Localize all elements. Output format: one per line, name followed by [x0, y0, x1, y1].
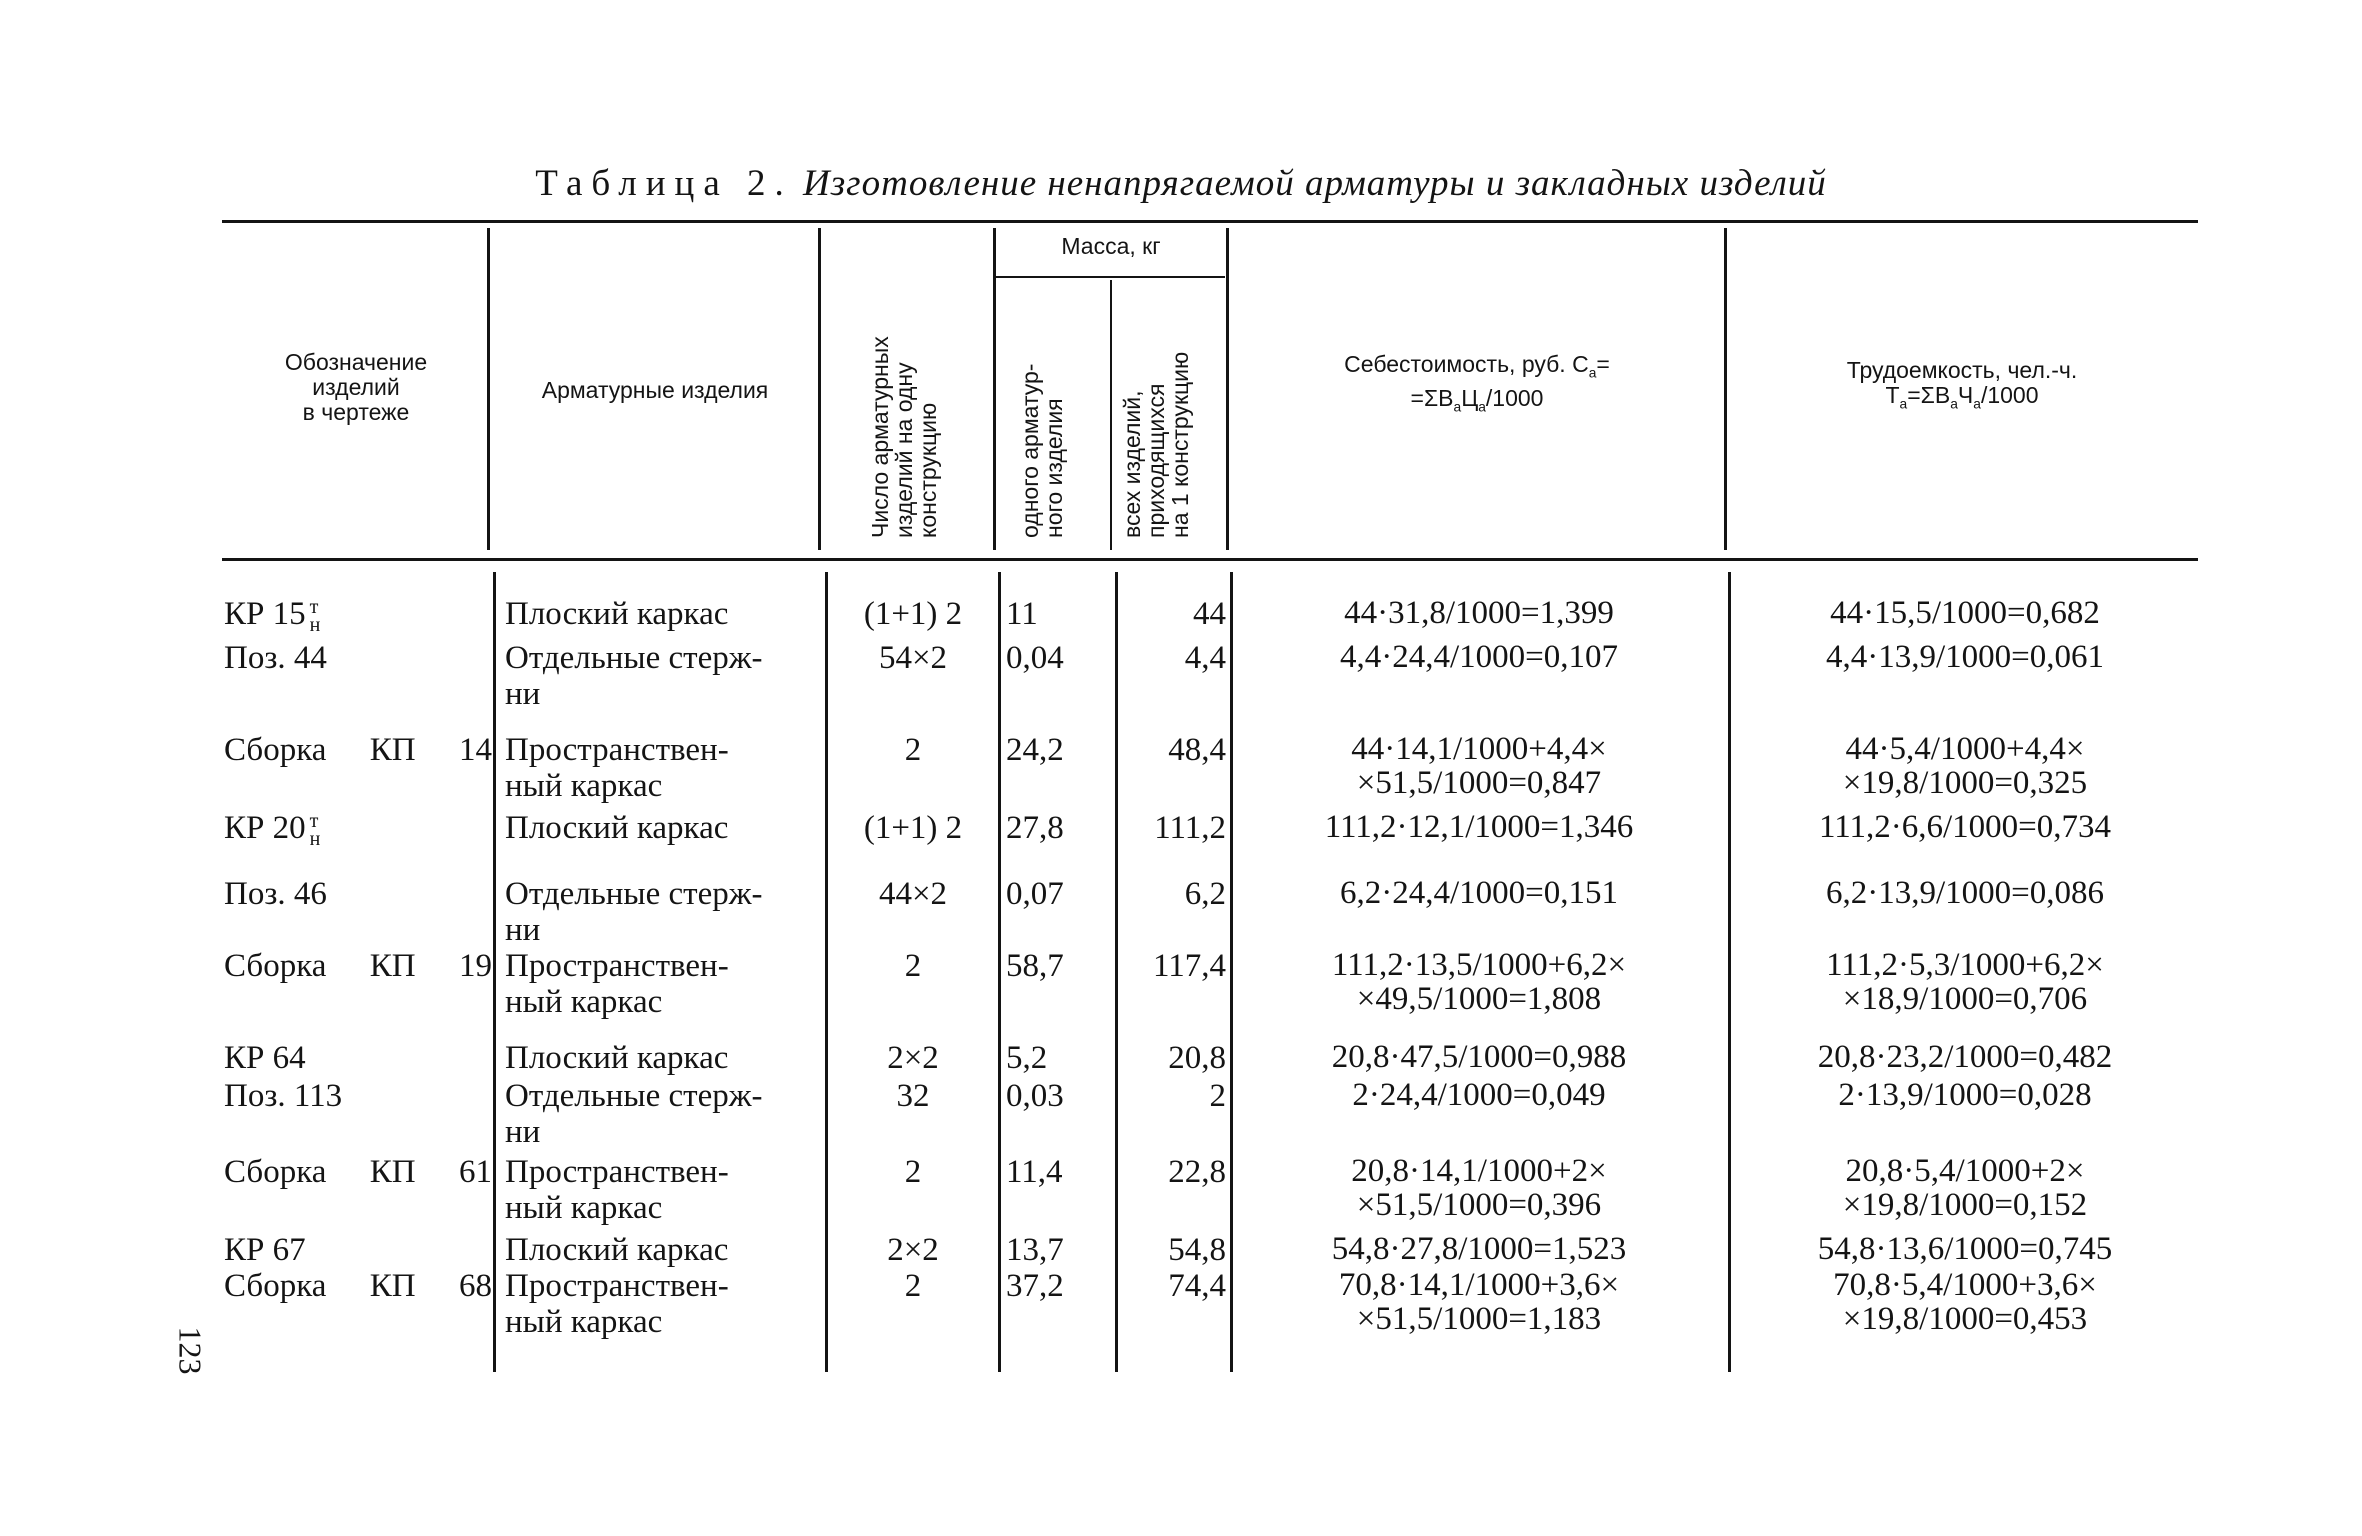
row-m1: 0,07: [1006, 876, 1064, 912]
row-designation-part: КП: [369, 1154, 416, 1190]
row-item-line: Отдельные стерж-: [505, 1078, 763, 1114]
row-cost-line: ×51,5/1000=0,396: [1356, 1187, 1602, 1223]
header-designation: [228, 350, 484, 425]
row-cost-line: 54,8·27,8/1000=1,523: [1331, 1231, 1627, 1267]
row-designation-text: КР 64: [224, 1040, 306, 1076]
row-cost: [1236, 1040, 1722, 1074]
row-designation-part: 68: [458, 1268, 492, 1304]
row-item: [505, 1232, 820, 1268]
row-cost: [1236, 810, 1722, 844]
row-item-line: Плоский каркас: [505, 1232, 729, 1268]
labor-text: /1000: [1980, 382, 2039, 408]
row-item-line: Отдельные стерж-: [505, 876, 763, 912]
row-item-line: Плоский каркас: [505, 810, 729, 846]
row-cost: [1236, 596, 1722, 630]
labor-text: Т: [1885, 382, 1900, 408]
row-count: (1+1) 2: [863, 596, 963, 632]
row-m1: 27,8: [1006, 810, 1064, 846]
row-m1: 5,2: [1006, 1040, 1048, 1076]
row-designation: [224, 948, 492, 984]
row-designation-part: КП: [369, 1268, 416, 1304]
row-m1: 11: [1006, 596, 1038, 632]
row-cost-line: 44·31,8/1000=1,399: [1344, 595, 1614, 631]
row-designation: [224, 596, 492, 637]
row-labor: [1734, 1232, 2196, 1266]
row-labor-line: 20,8·5,4/1000+2×: [1845, 1153, 2085, 1189]
row-item: [505, 948, 820, 1020]
body-vline-4: [1115, 572, 1118, 1372]
row-designation: [224, 1078, 492, 1114]
row-cost-line: 4,4·24,4/1000=0,107: [1339, 639, 1619, 675]
row-cost-line: ×51,5/1000=1,183: [1356, 1301, 1602, 1337]
row-m2: 22,8: [1168, 1154, 1226, 1190]
row-m1: 24,2: [1006, 732, 1064, 768]
row-designation-part: КП: [369, 948, 416, 984]
row-labor-line: 20,8·23,2/1000=0,482: [1817, 1039, 2113, 1075]
row-designation: [224, 640, 492, 676]
row-m2: 20,8: [1168, 1040, 1226, 1076]
row-item-line: ни: [505, 1114, 541, 1150]
row-m1: 0,04: [1006, 640, 1064, 676]
body-vline-6: [1728, 572, 1731, 1372]
row-labor-line: ×18,9/1000=0,706: [1842, 981, 2088, 1017]
row-item-line: Пространствен-: [505, 1154, 729, 1190]
row-item: [505, 640, 820, 712]
labor-sub: а: [1899, 396, 1908, 412]
row-m2: 6,2: [1184, 876, 1226, 912]
row-labor: [1734, 876, 2196, 910]
row-item-line: ный каркас: [505, 984, 663, 1020]
row-labor: [1734, 732, 2196, 800]
row-item-line: Пространствен-: [505, 1268, 729, 1304]
row-labor-line: 111,2·6,6/1000=0,734: [1818, 809, 2112, 845]
row-cost-line: ×49,5/1000=1,808: [1356, 981, 1602, 1017]
row-cost: [1236, 1232, 1722, 1266]
row-count: 2×2: [887, 1232, 939, 1268]
row-item: [505, 810, 820, 846]
row-designation-text: КР 67: [224, 1232, 306, 1268]
row-item-line: ни: [505, 676, 541, 712]
row-cost-line: 20,8·47,5/1000=0,988: [1331, 1039, 1627, 1075]
row-labor: [1734, 1154, 2196, 1222]
row-item-line: Пространствен-: [505, 732, 729, 768]
row-item-line: Плоский каркас: [505, 1040, 729, 1076]
row-count: (1+1) 2: [863, 810, 963, 846]
row-labor-line: 6,2·13,9/1000=0,086: [1825, 875, 2105, 911]
header-items: Арматурные изделия: [541, 377, 769, 403]
row-designation-supsub: [309, 810, 321, 851]
row-designation: [224, 1232, 492, 1268]
row-designation-part: 19: [458, 948, 492, 984]
header-cost-line1: [1229, 352, 1725, 386]
row-designation-text: Поз. 44: [224, 640, 327, 676]
row-cost: [1236, 1268, 1722, 1336]
row-item-line: Плоский каркас: [505, 596, 729, 632]
row-designation-sup: т: [309, 596, 319, 619]
row-cost-line: 111,2·12,1/1000=1,346: [1324, 809, 1634, 845]
cost-sub: а: [1478, 399, 1486, 415]
row-labor: [1734, 1268, 2196, 1336]
row-labor-line: 44·15,5/1000=0,682: [1830, 595, 2100, 631]
row-cost: [1236, 640, 1722, 674]
row-labor-line: 54,8·13,6/1000=0,745: [1817, 1231, 2113, 1267]
row-item-line: ный каркас: [505, 1190, 663, 1226]
row-designation-part: 14: [458, 732, 492, 768]
row-count: 2: [904, 1154, 922, 1190]
row-item-line: Отдельные стерж-: [505, 640, 763, 676]
row-labor: [1734, 596, 2196, 630]
row-item-line: ный каркас: [505, 1304, 663, 1340]
row-designation-text: КР 15: [224, 596, 306, 632]
row-m2: 48,4: [1168, 732, 1226, 768]
row-item-line: ни: [505, 912, 541, 948]
header-designation-line: Обозначение: [284, 349, 428, 375]
row-m2: 111,2: [1154, 810, 1226, 846]
row-cost-line: ×51,5/1000=0,847: [1356, 765, 1602, 801]
row-item-line: ный каркас: [505, 768, 663, 804]
body-vline-5: [1230, 572, 1233, 1372]
body-vline-2: [825, 572, 828, 1372]
row-item: [505, 876, 820, 948]
row-count: 2: [904, 948, 922, 984]
cost-text: /1000: [1485, 384, 1544, 411]
header-mass-group: Масса, кг: [1061, 233, 1161, 259]
row-count: 44×2: [878, 876, 948, 912]
row-item: [505, 1154, 820, 1226]
row-m1: 37,2: [1006, 1268, 1064, 1304]
page-number: 123: [172, 1326, 209, 1375]
row-designation-sub: н: [309, 614, 321, 637]
row-labor: [1734, 810, 2196, 844]
row-item: [505, 732, 820, 804]
header-labor-line1: Трудоемкость, чел.-ч.: [1846, 357, 2078, 383]
row-labor: [1734, 640, 2196, 674]
row-cost-line: 111,2·13,5/1000+6,2×: [1331, 947, 1627, 983]
row-count: 2×2: [887, 1040, 939, 1076]
row-labor-line: 2·13,9/1000=0,028: [1838, 1077, 2092, 1113]
row-designation-supsub: [309, 596, 321, 637]
top-rule: [222, 220, 2198, 223]
row-m1: 58,7: [1006, 948, 1064, 984]
row-designation-text: КР 20: [224, 810, 306, 846]
row-designation-part: Сборка: [224, 1154, 327, 1190]
row-designation: [224, 876, 492, 912]
cost-sub: а: [1588, 365, 1597, 381]
cost-text: Себестоимость, руб. С: [1344, 351, 1589, 377]
row-designation: [224, 732, 492, 768]
row-cost-line: 6,2·24,4/1000=0,151: [1339, 875, 1619, 911]
header-labor: [1727, 358, 2197, 417]
header-vline-4: [1110, 280, 1112, 550]
row-item: [505, 1040, 820, 1076]
row-designation-part: Сборка: [224, 948, 327, 984]
row-designation-sup: т: [309, 810, 319, 833]
row-m2: 44: [1193, 596, 1226, 632]
labor-text: =ΣВ: [1907, 382, 1951, 408]
row-item-line: Пространствен-: [505, 948, 729, 984]
row-designation-part: Сборка: [224, 1268, 327, 1304]
row-count: 2: [904, 732, 922, 768]
row-cost-line: 70,8·14,1/1000+3,6×: [1338, 1267, 1620, 1303]
row-cost: [1236, 1078, 1722, 1112]
row-designation: [224, 1040, 492, 1076]
header-cost: [1229, 352, 1725, 419]
body-vline-3: [998, 572, 1001, 1372]
labor-text: Ч: [1957, 382, 1974, 408]
cost-text: =: [1596, 351, 1610, 377]
row-item: [505, 596, 820, 632]
row-m1: 13,7: [1006, 1232, 1064, 1268]
table-caption: [0, 162, 2362, 205]
row-labor: [1734, 1078, 2196, 1112]
row-designation-part: 61: [458, 1154, 492, 1190]
row-m2: 74,4: [1168, 1268, 1226, 1304]
row-item: [505, 1268, 820, 1340]
header-vline-2: [818, 228, 821, 550]
header-designation-line: изделий: [312, 374, 400, 400]
row-cost-line: 20,8·14,1/1000+2×: [1351, 1153, 1607, 1189]
row-cost: [1236, 948, 1722, 1016]
header-vline-1: [487, 228, 490, 550]
row-item: [505, 1078, 820, 1150]
row-designation: [224, 1268, 492, 1304]
labor-sub: а: [1973, 396, 1981, 412]
header-labor-line2: [1727, 383, 2197, 417]
row-cost-line: 2·24,4/1000=0,049: [1352, 1077, 1606, 1113]
row-designation-sub: н: [309, 828, 321, 851]
row-labor: [1734, 948, 2196, 1016]
row-count: 32: [896, 1078, 930, 1114]
row-count: 54×2: [878, 640, 948, 676]
row-cost-line: 44·14,1/1000+4,4×: [1351, 731, 1607, 767]
row-m2: 117,4: [1152, 948, 1226, 984]
row-cost: [1236, 876, 1722, 910]
row-m1: 11,4: [1006, 1154, 1063, 1190]
cost-text: Ц: [1461, 384, 1479, 411]
row-labor-line: 111,2·5,3/1000+6,2×: [1826, 947, 2104, 983]
header-vline-3: [993, 228, 996, 550]
row-labor: [1734, 1040, 2196, 1074]
table-caption-title: Изготовление ненапрягаемой арматуры и закладных изделий: [803, 163, 1827, 204]
header-count: Число арматурных изделий на одну конструкцию: [867, 336, 941, 538]
row-designation-part: Сборка: [224, 732, 327, 768]
row-m2: 2: [1209, 1078, 1226, 1114]
cost-sub: а: [1453, 399, 1462, 415]
row-count: 2: [904, 1268, 922, 1304]
row-labor-line: ×19,8/1000=0,453: [1842, 1301, 2088, 1337]
row-m2: 4,4: [1184, 640, 1226, 676]
table-caption-label: Таблица 2.: [535, 163, 793, 204]
row-labor-line: ×19,8/1000=0,152: [1842, 1187, 2088, 1223]
row-designation: [224, 810, 492, 851]
header-mass-all: всех изделий, приходящихся на 1 конструкцию: [1119, 351, 1193, 538]
header-bottom-rule: [222, 558, 2198, 561]
row-labor-line: ×19,8/1000=0,325: [1842, 765, 2088, 801]
row-designation-text: Поз. 113: [224, 1078, 343, 1114]
row-m2: 54,8: [1168, 1232, 1226, 1268]
row-labor-line: 4,4·13,9/1000=0,061: [1825, 639, 2105, 675]
header-cost-line2: [1229, 386, 1725, 420]
labor-sub: а: [1950, 396, 1958, 412]
row-designation-part: КП: [369, 732, 416, 768]
row-cost: [1236, 1154, 1722, 1222]
row-labor-line: 44·5,4/1000+4,4×: [1845, 731, 2085, 767]
cost-text: =ΣВ: [1410, 384, 1454, 411]
row-labor-line: 70,8·5,4/1000+3,6×: [1833, 1267, 2097, 1303]
row-designation-text: Поз. 46: [224, 876, 327, 912]
header-mass-one: одного арматур- ного изделия: [1017, 363, 1067, 538]
row-designation: [224, 1154, 492, 1190]
mass-group-rule: [995, 276, 1225, 278]
row-m1: 0,03: [1006, 1078, 1064, 1114]
body-vline-1: [493, 572, 496, 1372]
row-cost: [1236, 732, 1722, 800]
header-designation-line: в чертеже: [302, 399, 410, 425]
